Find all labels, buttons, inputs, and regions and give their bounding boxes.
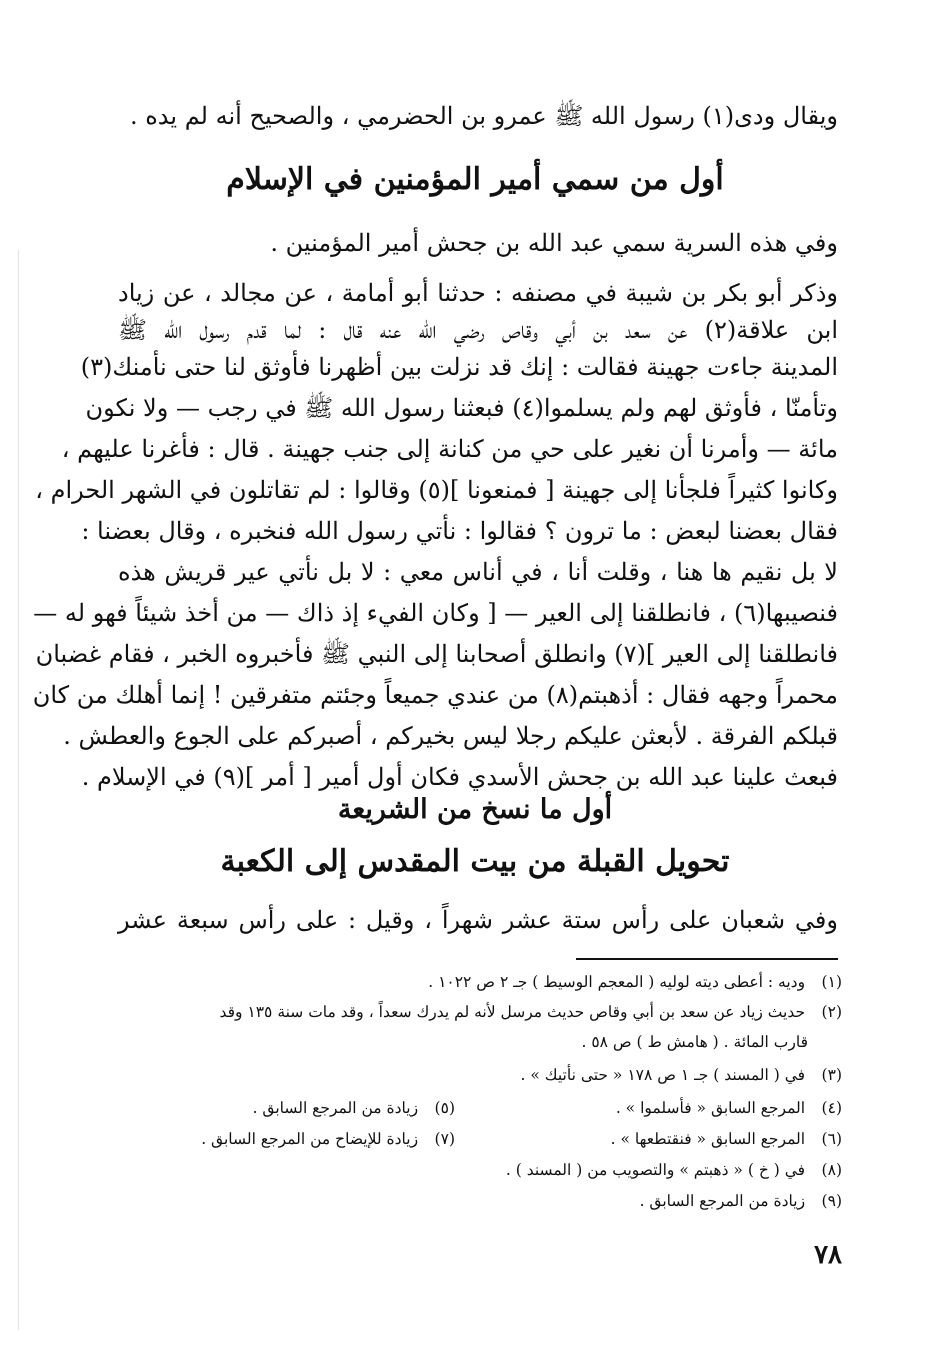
footnote-number: (٨): [821, 1161, 842, 1179]
footnote-number: (١): [821, 973, 842, 991]
footnote-text: زيادة للإيضاح من المرجع السابق .: [201, 1130, 419, 1148]
footnote-5: [253, 1097, 455, 1119]
footnote-number: (٤): [821, 1099, 842, 1117]
page-number: ٧٨: [814, 1240, 842, 1270]
footnote-6: [611, 1128, 842, 1150]
footnote-text: وديه : أعطى ديته لوليه ( المعجم الوسيط ) جـ ٢ ص ١٠٢٢ .: [428, 973, 806, 991]
footnote-4: [616, 1097, 842, 1119]
section-subheading-qibla: تحويل القبلة من بيت المقدس إلى الكعبة: [220, 844, 730, 879]
footnote-9: [640, 1190, 842, 1212]
paragraph-line: فانطلقنا إلى العير ](٧) وانطلق أصحابنا إلى النبي ﷺ فأخبروه الخبر ، فقام غضبان: [35, 640, 838, 668]
footnote-number: (٣): [821, 1066, 842, 1084]
footnote-text: المرجع السابق « فنقتطعها » .: [610, 1130, 806, 1148]
footnote-number: (٥): [434, 1099, 455, 1117]
paragraph-line: مائة — وأمرنا أن نغير على حي من كنانة إلى جنب جهينة . قال : فأغرنا عليهم ،: [61, 435, 838, 463]
intro-line: ويقال ودى(١) رسول الله ﷺ عمرو بن الحضرمي ، والصحيح أنه لم يده .: [129, 102, 838, 130]
paragraph-line: وفي هذه السرية سمي عبد الله بن جحش أمير المؤمنين .: [270, 229, 838, 257]
paragraph-line: محمراً وجهه فقال : أذهبتم(٨) من عندي جميعاً وجئتم متفرقين ! إنما أهلك من كان: [32, 681, 838, 709]
footnote-2-continued: قارب المائة . ( هامش ط ) ص ٥٨ .: [581, 1033, 808, 1051]
footnote-text: في ( خ ) « ذهبتم » والتصويب من ( المسند ) .: [505, 1161, 806, 1179]
footnote-7: [201, 1128, 455, 1150]
footnote-separator: [576, 958, 838, 960]
footnote-3: [521, 1064, 842, 1086]
footnote-text: زيادة من المرجع السابق .: [639, 1192, 806, 1210]
footnote-number: (٧): [434, 1130, 455, 1148]
paragraph-line: وفي شعبان على رأس ستة عشر شهراً ، وقيل : على رأس سبعة عشر: [118, 906, 838, 934]
footnote-text: في ( المسند ) جـ ١ ص ١٧٨ « حتى نأتيك » .: [520, 1066, 806, 1084]
paragraph-line: وتأمنّا ، فأوثق لهم ولم يسلموا(٤) فبعثنا رسول الله ﷺ في رجب — ولا نكون: [85, 394, 838, 422]
footnote-8: [506, 1159, 842, 1181]
section-heading-first-commander: أول من سمي أمير المؤمنين في الإسلام: [226, 162, 724, 197]
footnote-1: [428, 971, 842, 993]
page-edge-shadow: [18, 250, 19, 1330]
paragraph-line: وكانوا كثيراً فلجأنا إلى جهينة [ فمنعونا ](٥) وقالوا : لم تقاتلون في الشهر الحرام ،: [35, 476, 838, 504]
footnote-text: زيادة من المرجع السابق .: [252, 1099, 419, 1117]
section-heading-first-abrogation: أول ما نسخ من الشريعة: [337, 794, 613, 825]
footnote-text: المرجع السابق « فأسلموا » .: [615, 1099, 806, 1117]
paragraph-line: قبلكم الفرقة . لأبعثن عليكم رجلا ليس بخيركم ، أصبركم على الجوع والعطش .: [63, 722, 838, 750]
paragraph-line: فنصيبها(٦) ، فانطلقنا إلى العير — [ وكان الفيء إذ ذاك — من أخذ شيئاً فهو له —: [33, 599, 838, 627]
paragraph-line: لا بل نقيم ها هنا ، وقلت أنا ، في أناس معي : لا بل نأتي عير قريش هذه: [118, 558, 838, 586]
paragraph-line: فقال بعضنا لبعض : ما ترون ؟ فقالوا : نأتي رسول الله فنخبره ، وقال بعضنا :: [81, 517, 838, 545]
footnote-number: (٢): [821, 1003, 842, 1021]
footnote-2: [219, 1001, 842, 1023]
paragraph-line: فبعث علينا عبد الله بن جحش الأسدي فكان أول أمير [ أمر ](٩) في الإسلام .: [81, 763, 838, 791]
footnote-number: (٦): [821, 1130, 842, 1148]
footnote-number: (٩): [821, 1192, 842, 1210]
footnote-text: حديث زياد عن سعد بن أبي وقاص حديث مرسل لأنه لم يدرك سعداً ، وقد مات سنة ١٣٥ وقد: [219, 1003, 806, 1021]
paragraph-line: ابن علاقة(٢) عن سعد بن أبي وقاص رضي الله عنه قال : لما قدم رسول الله ﷺ: [118, 316, 839, 344]
paragraph-line: المدينة جاءت جهينة فقالت : إنك قد نزلت بين أظهرنا فأوثق لنا حتى نأمنك(٣): [80, 353, 838, 381]
paragraph-line: وذكر أبو بكر بن شيبة في مصنفه : حدثنا أبو أمامة ، عن مجالد ، عن زياد: [118, 279, 838, 307]
